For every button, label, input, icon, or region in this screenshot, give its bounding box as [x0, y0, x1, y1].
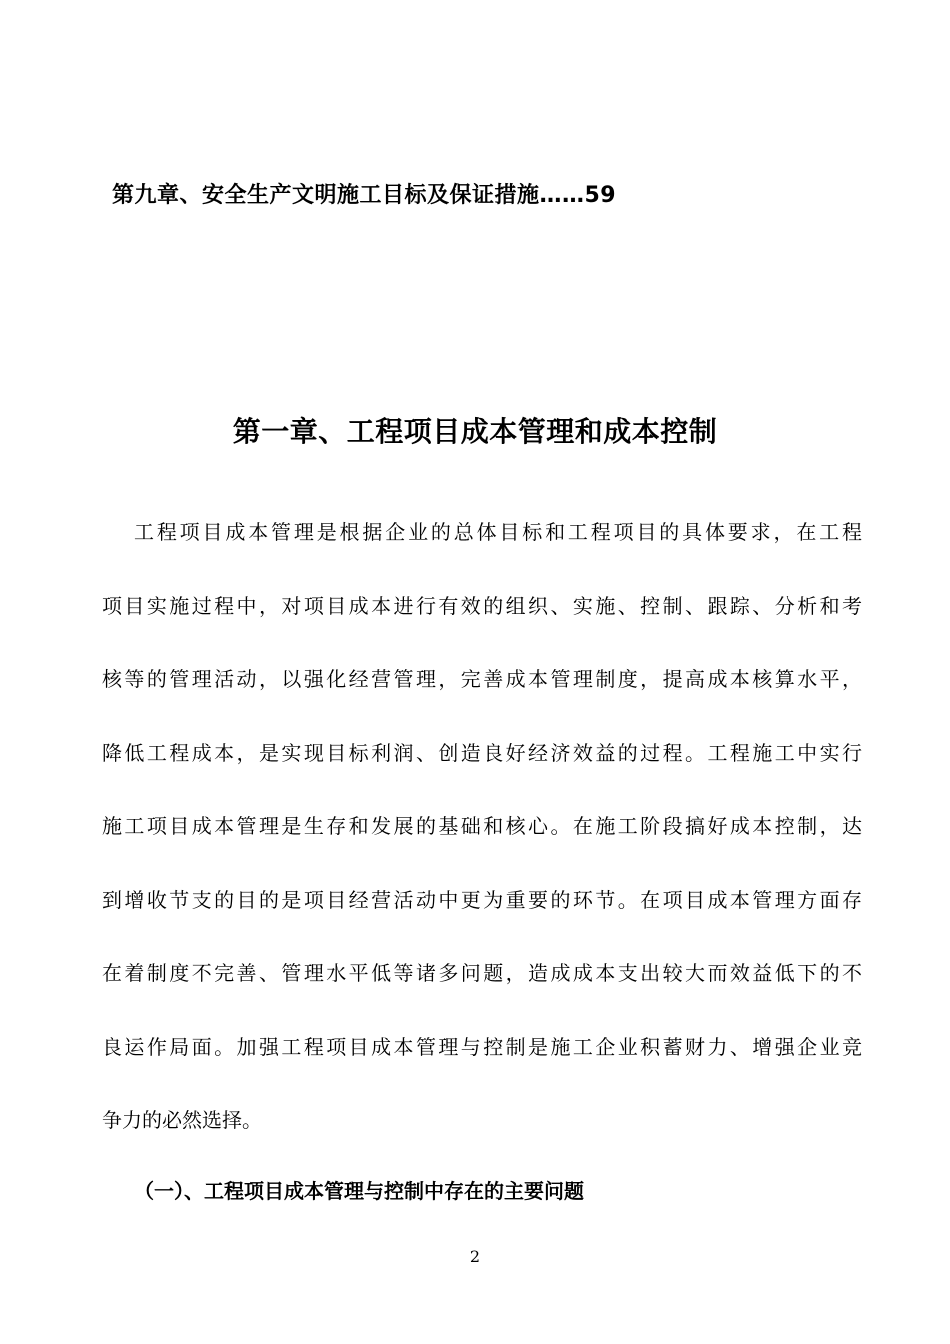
toc-entry: 第九章、安全生产文明施工目标及保证措施……59 [112, 183, 617, 208]
paragraph-line: 工程项目成本管理是根据企业的总体目标和工程项目的具体要求，在工程 [134, 520, 862, 544]
body-paragraph [102, 496, 862, 1158]
paragraph-line: 施工项目成本管理是生存和发展的基础和核心。在施工阶段搞好成本控制，达 [102, 814, 862, 838]
paragraph-line: 降低工程成本，是实现目标利润、创造良好经济效益的过程。工程施工中实行 [102, 740, 862, 765]
paragraph-line: 核等的管理活动，以强化经营管理，完善成本管理制度，提高成本核算水平， [102, 667, 862, 691]
paragraph-line: 在着制度不完善、管理水平低等诸多问题，造成成本支出较大而效益低下的不 [102, 961, 862, 985]
paragraph-line: 良运作局面。加强工程项目成本管理与控制是施工企业积蓄财力、增强企业竞 [102, 1034, 862, 1059]
paragraph-line: 项目实施过程中，对项目成本进行有效的组织、实施、控制、跟踪、分析和考 [102, 593, 862, 618]
section-heading: （一）、工程项目成本管理与控制中存在的主要问题 [134, 1179, 584, 1203]
paragraph-line: 到增收节支的目的是项目经营活动中更为重要的环节。在项目成本管理方面存 [102, 887, 862, 912]
page-number: 2 [469, 1247, 481, 1266]
chapter-title: 第一章、工程项目成本管理和成本控制 [232, 415, 718, 448]
paragraph-line: 争力的必然选择。 [102, 1108, 262, 1132]
